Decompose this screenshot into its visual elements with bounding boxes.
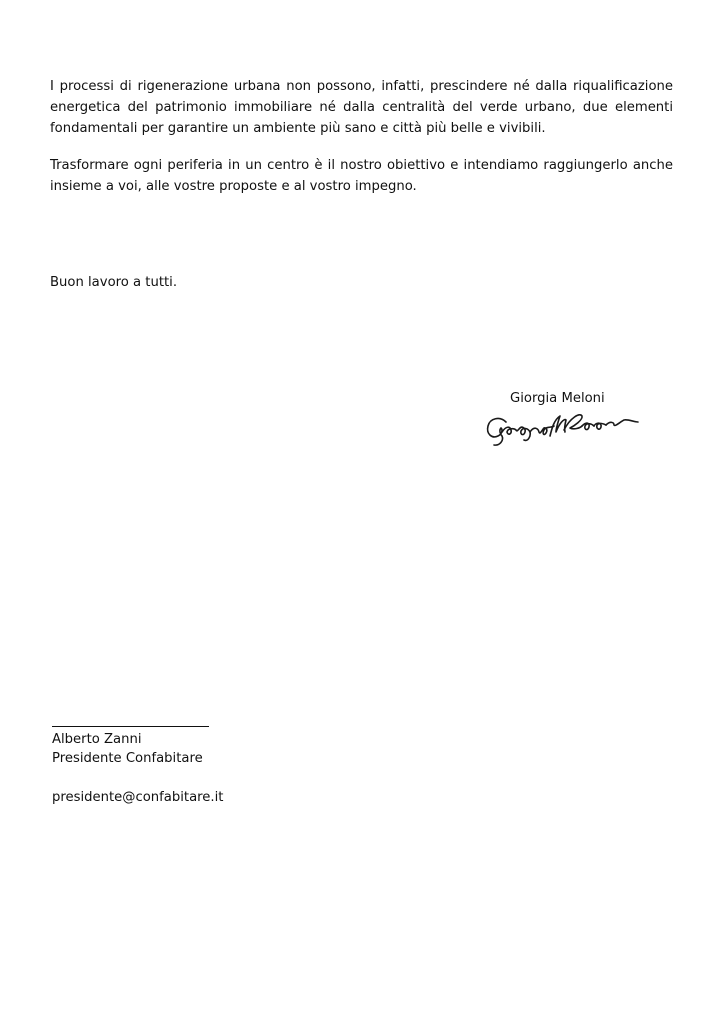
sender-role: Presidente Confabitare	[52, 751, 203, 766]
sender-name: Alberto Zanni	[52, 732, 142, 747]
closing-line: Buon lavoro a tutti.	[50, 275, 178, 290]
handwritten-signature	[484, 410, 640, 450]
body-paragraph-2: Trasformare ogni periferia in un centro è il nostro obiettivo e intendiamo raggiungerlo anche insieme a voi, alle vostre proposte e al vostro impegno.	[50, 158, 673, 194]
body-paragraph-1: I processi di rigenerazione urbana non possono, infatti, prescindere né dalla riqualificazione energetica del patrimonio immobiliare né dalla centralità del verde urbano, due elementi fondamentali per garantire un ambiente più sano e città più belle e vivibili.	[50, 79, 673, 136]
signature-rule	[52, 726, 209, 727]
sender-email: presidente@confabitare.it	[52, 790, 224, 805]
signer-name: Giorgia Meloni	[510, 391, 605, 406]
